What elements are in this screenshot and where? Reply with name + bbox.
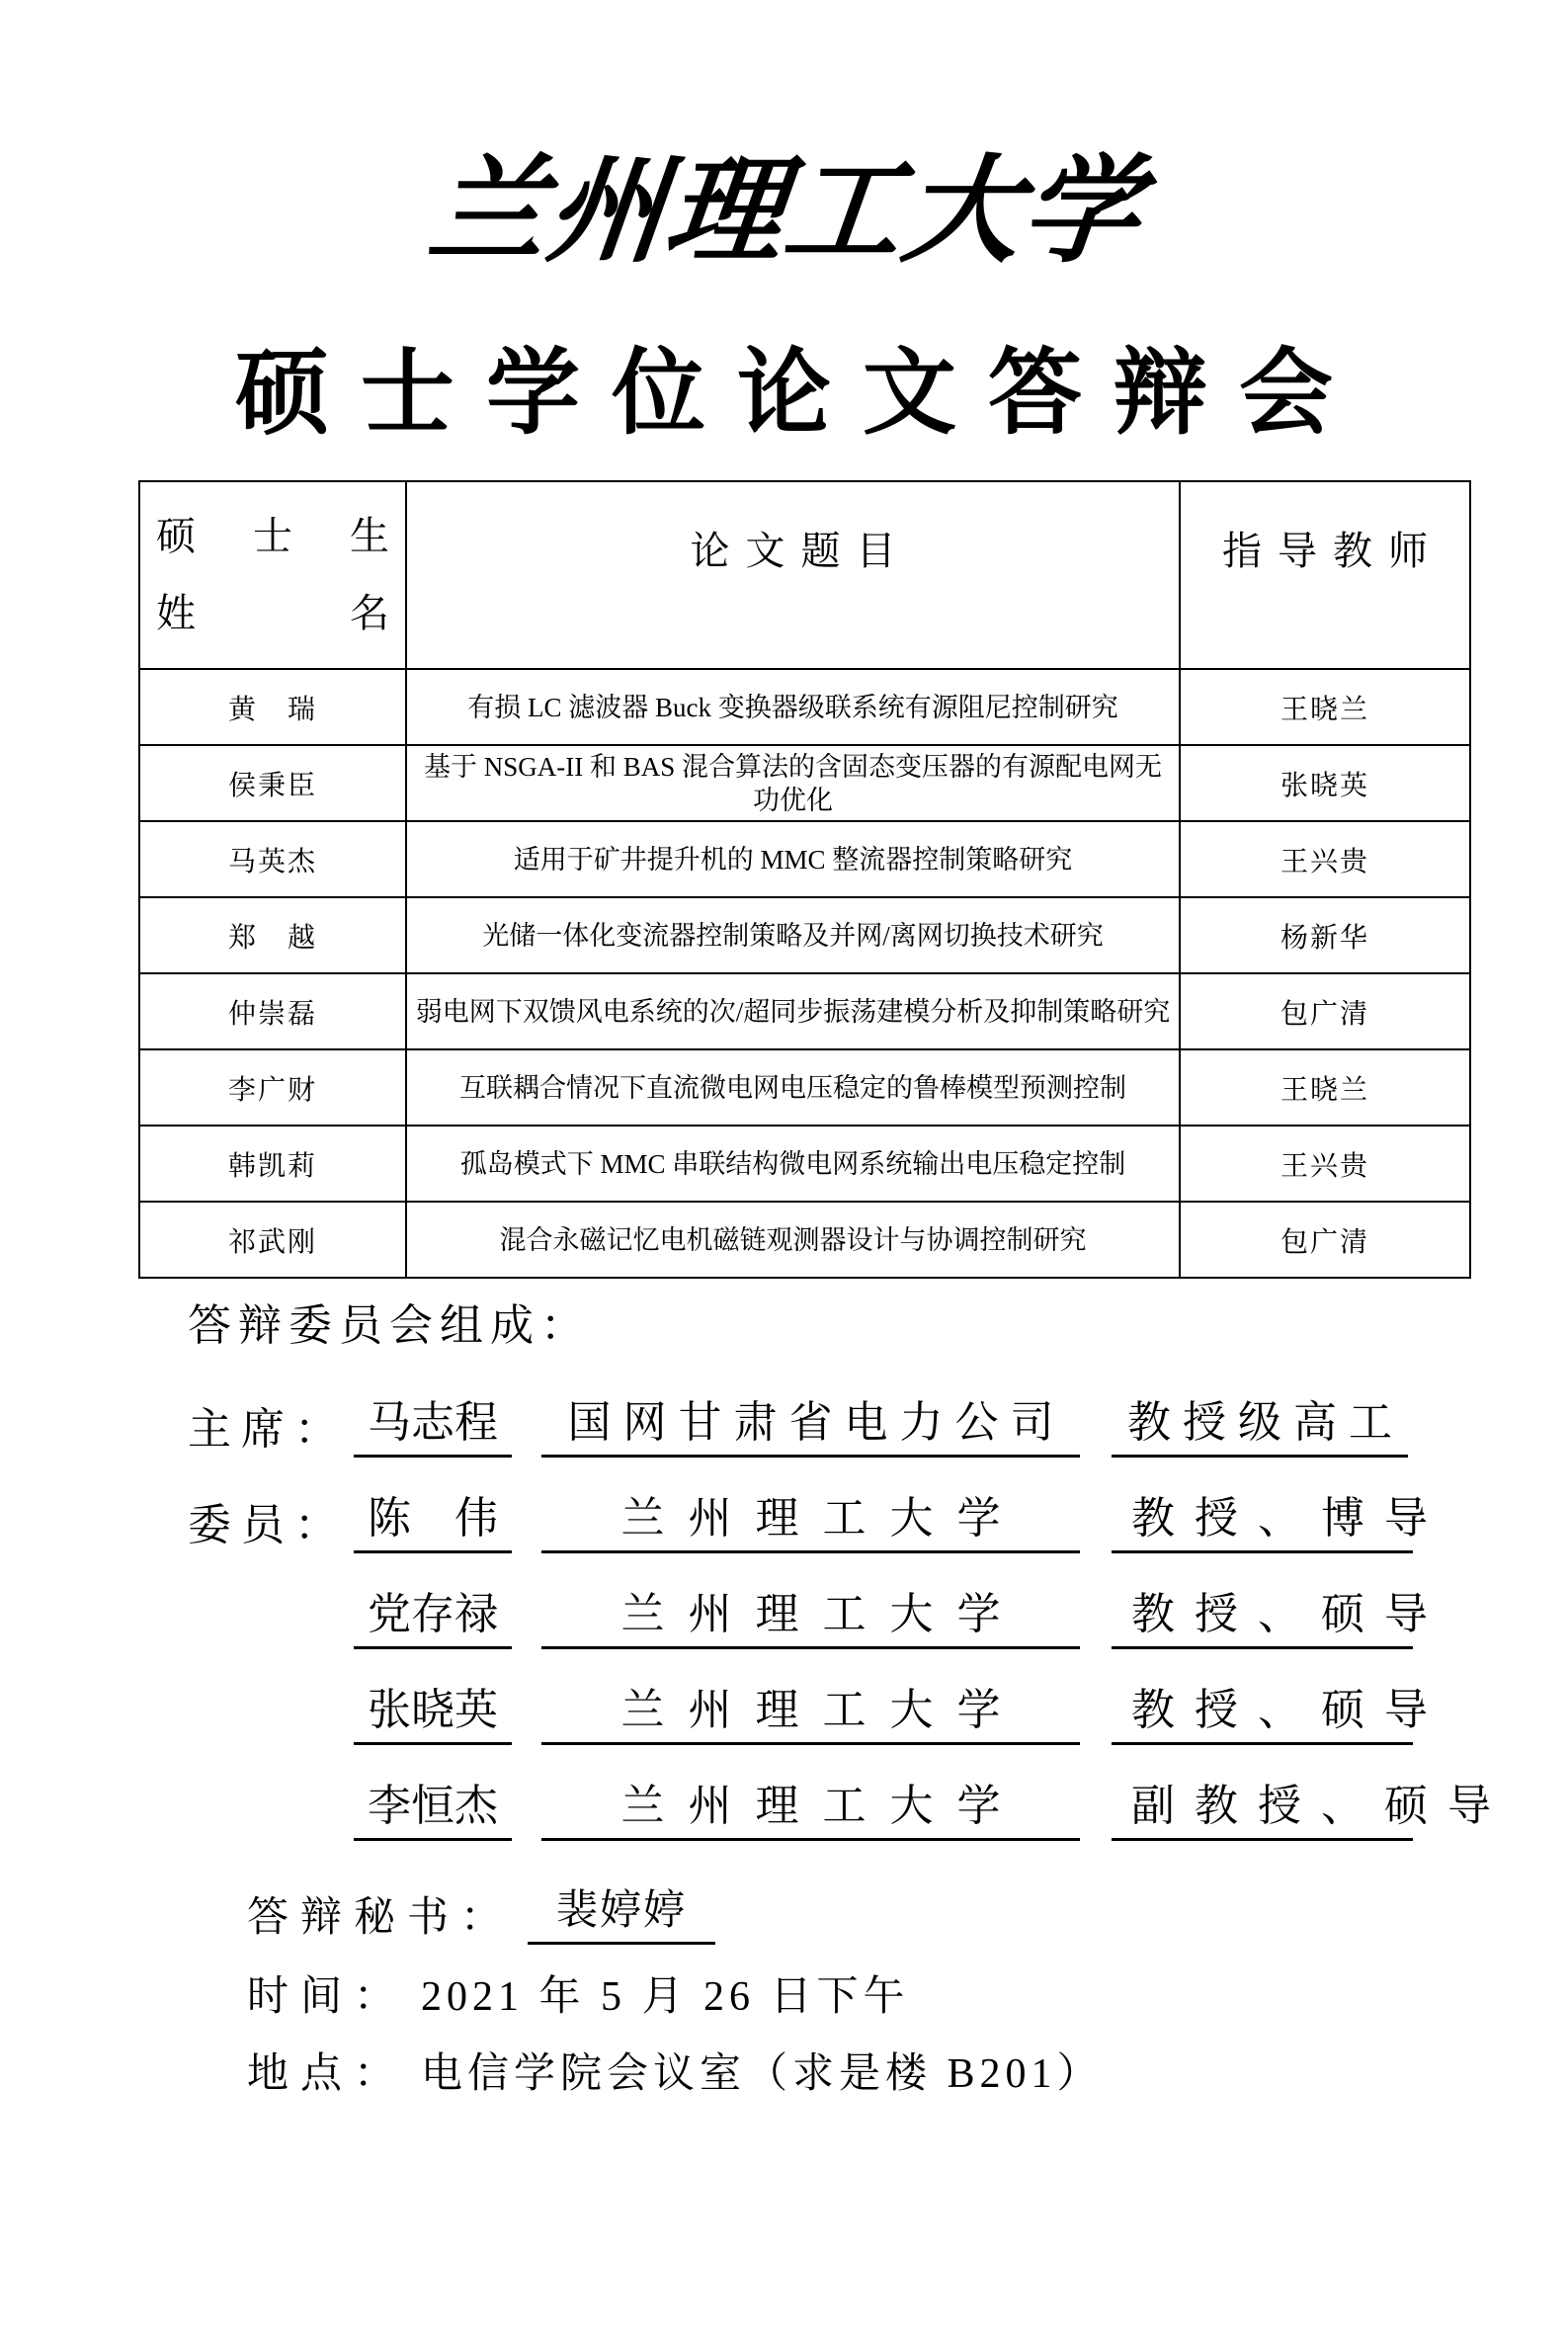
table-row: [139, 897, 1470, 973]
member-label: 委员：: [188, 1501, 348, 1549]
secretary-label: 答辩秘书：: [247, 1895, 515, 1941]
student-name: 李广财: [139, 1049, 406, 1126]
col-header-student-name: [139, 481, 406, 669]
member-title: 教授、硕导: [1112, 1587, 1413, 1649]
page-title: 硕士学位论文答辩会: [234, 341, 1364, 446]
chair-label: 主席：: [188, 1405, 348, 1454]
university-logo-calligraphy: 兰州理工大学: [422, 147, 1148, 277]
table-row: [139, 745, 1470, 821]
table-row: [139, 1202, 1470, 1278]
thesis-title: 孤岛模式下 MMC 串联结构微电网系统输出电压稳定控制: [406, 1126, 1180, 1202]
advisor-name: 王晓兰: [1180, 669, 1470, 745]
member-affiliation: 兰州理工大学: [541, 1779, 1080, 1841]
committee-member-line: [188, 1587, 1568, 1649]
thesis-title: 适用于矿井提升机的 MMC 整流器控制策略研究: [406, 821, 1180, 897]
table-header-row: [139, 481, 1470, 669]
advisor-name: 包广清: [1180, 973, 1470, 1049]
time-label: 时间：: [247, 1974, 408, 2020]
secretary-name: 裴婷婷: [528, 1884, 715, 1945]
thesis-title: 弱电网下双馈风电系统的次/超同步振荡建模分析及抑制策略研究: [406, 973, 1180, 1049]
member-name: 李恒杰: [354, 1779, 512, 1841]
committee-member-line: [188, 1491, 1568, 1553]
table-row: [139, 1126, 1470, 1202]
committee-section: [0, 1300, 1568, 1841]
student-name: 侯秉臣: [139, 745, 406, 821]
time-line: [247, 1970, 1568, 2024]
member-title: 副教授、硕导: [1112, 1779, 1413, 1841]
time-value: 2021 年 5 月 26 日下午: [421, 1974, 910, 2020]
location-label: 地点：: [247, 2051, 408, 2097]
student-name: 郑 越: [139, 897, 406, 973]
member-affiliation: 兰州理工大学: [541, 1491, 1080, 1553]
student-name: 马英杰: [139, 821, 406, 897]
thesis-title: 互联耦合情况下直流微电网电压稳定的鲁棒模型预测控制: [406, 1049, 1180, 1126]
thesis-title: 光储一体化变流器控制策略及并网/离网切换技术研究: [406, 897, 1180, 973]
advisor-name: 杨新华: [1180, 897, 1470, 973]
table-row: [139, 1049, 1470, 1126]
advisor-name: 王兴贵: [1180, 821, 1470, 897]
table-row: [139, 821, 1470, 897]
defense-schedule-table: [138, 480, 1471, 1279]
student-name: 韩凯莉: [139, 1126, 406, 1202]
committee-chair-line: [188, 1395, 1568, 1458]
secretary-line: [247, 1884, 1568, 1945]
advisor-name: 王兴贵: [1180, 1126, 1470, 1202]
col-header-thesis-title: 论文题目: [406, 481, 1180, 669]
member-affiliation: 兰州理工大学: [541, 1587, 1080, 1649]
member-affiliation: 兰州理工大学: [541, 1683, 1080, 1745]
committee-member-line: [188, 1779, 1568, 1841]
table-row: [139, 973, 1470, 1049]
committee-member-line: [188, 1683, 1568, 1745]
member-title: 教授、博导: [1112, 1491, 1413, 1553]
chair-title: 教授级高工: [1112, 1395, 1408, 1458]
student-header-line2: 姓 名: [156, 591, 389, 635]
student-name: 祁武刚: [139, 1202, 406, 1278]
member-name: 陈 伟: [354, 1491, 512, 1553]
col-header-advisor: 指导教师: [1180, 481, 1470, 669]
student-header-line1: 硕 士 生: [156, 514, 389, 558]
advisor-name: 包广清: [1180, 1202, 1470, 1278]
member-name: 张晓英: [354, 1683, 512, 1745]
committee-heading: 答辩委员会组成：: [188, 1301, 591, 1350]
table-row: [139, 669, 1470, 745]
member-name: 党存禄: [354, 1587, 512, 1649]
thesis-title: 基于 NSGA-II 和 BAS 混合算法的含固态变压器的有源配电网无功优化: [406, 745, 1180, 821]
advisor-name: 张晓英: [1180, 745, 1470, 821]
chair-name: 马志程: [354, 1395, 512, 1458]
thesis-title: 混合永磁记忆电机磁链观测器设计与协调控制研究: [406, 1202, 1180, 1278]
chair-affiliation: 国网甘肃省电力公司: [541, 1395, 1080, 1458]
advisor-name: 王晓兰: [1180, 1049, 1470, 1126]
member-title: 教授、硕导: [1112, 1683, 1413, 1745]
student-name: 仲崇磊: [139, 973, 406, 1049]
location-line: [247, 2047, 1568, 2101]
thesis-title: 有损 LC 滤波器 Buck 变换器级联系统有源阻尼控制研究: [406, 669, 1180, 745]
document-page: [0, 119, 1568, 2337]
location-value: 电信学院会议室（求是楼 B201）: [421, 2051, 1104, 2097]
student-name: 黄 瑞: [139, 669, 406, 745]
